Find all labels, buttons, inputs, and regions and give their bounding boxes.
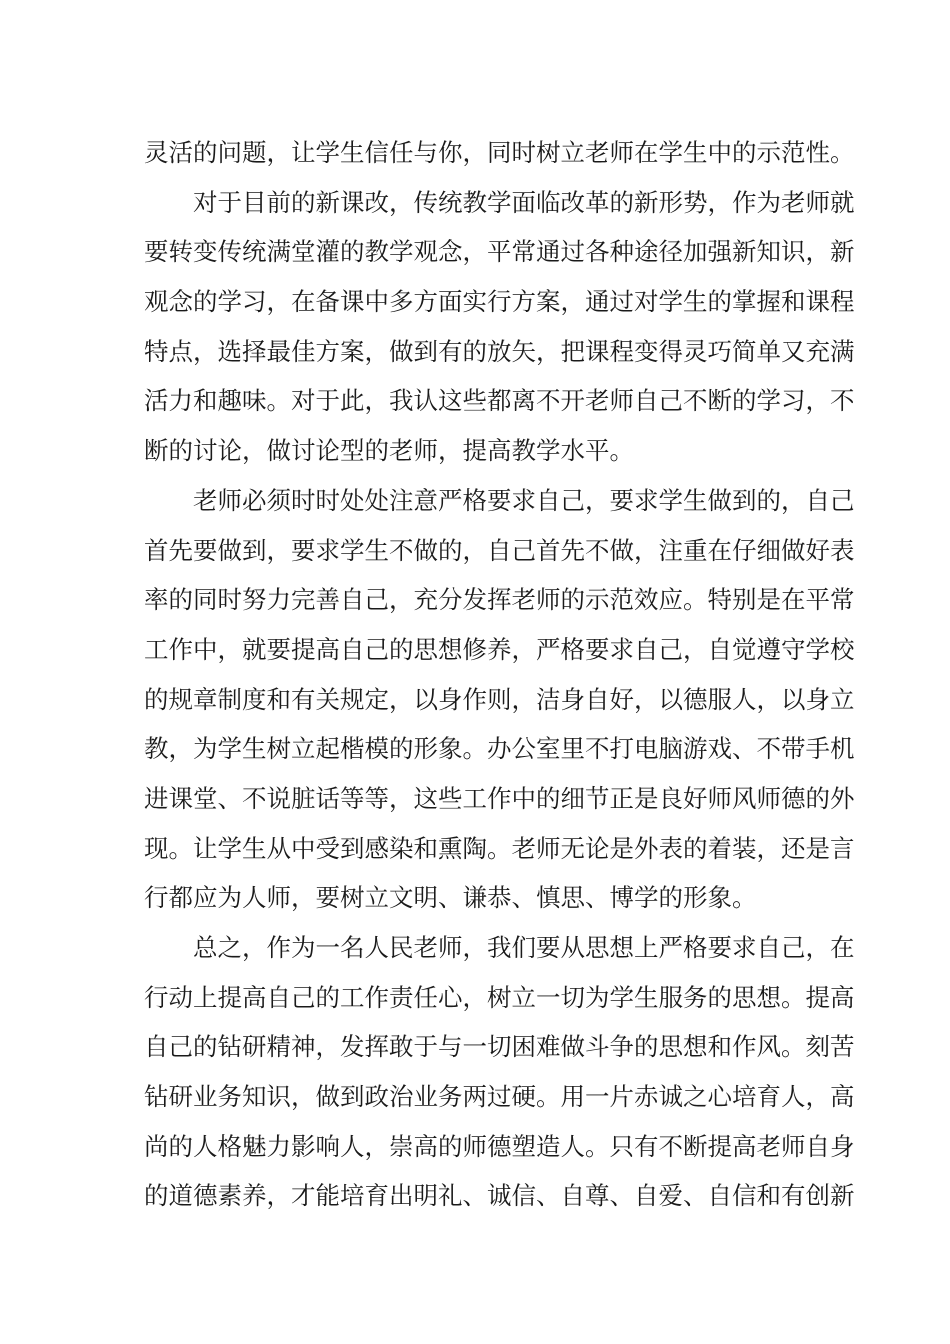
text-line: 尚的人格魅力影响人，崇高的师德塑造人。只有不断提高老师自身 bbox=[144, 1131, 855, 1161]
text-line: 观念的学习，在备课中多方面实行方案，通过对学生的掌握和课程 bbox=[144, 287, 855, 317]
text-line: 教，为学生树立起楷模的形象。办公室里不打电脑游戏、不带手机 bbox=[144, 734, 855, 764]
document-body bbox=[144, 128, 855, 1221]
paragraph-first-line: 总之，作为一名人民老师，我们要从思想上严格要求自己，在 bbox=[193, 933, 855, 962]
text-line: 的规章制度和有关规定，以身作则，洁身自好，以德服人，以身立 bbox=[144, 684, 855, 714]
paragraph-last-line: 断的讨论，做讨论型的老师，提高教学水平。 bbox=[144, 436, 634, 466]
text-line: 率的同时努力完善自己，充分发挥老师的示范效应。特别是在平常 bbox=[144, 585, 855, 615]
text-line: 行动上提高自己的工作责任心，树立一切为学生服务的思想。提高 bbox=[144, 982, 855, 1012]
text-line: 工作中，就要提高自己的思想修养，严格要求自己，自觉遵守学校 bbox=[144, 634, 855, 664]
text-line: 首先要做到，要求学生不做的，自己首先不做，注重在仔细做好表 bbox=[144, 535, 855, 565]
paragraph-first-line: 老师必须时时处处注意严格要求自己，要求学生做到的，自己 bbox=[193, 485, 855, 515]
text-line: 现。让学生从中受到感染和熏陶。老师无论是外表的着装，还是言 bbox=[144, 833, 855, 863]
text-line: 钻研业务知识，做到政治业务两过硬。用一片赤诚之心培育人，高 bbox=[144, 1082, 855, 1112]
text-line: 的道德素养，才能培育出明礼、诚信、自尊、自爱、自信和有创新 bbox=[144, 1181, 855, 1211]
text-line: 进课堂、不说脏话等等，这些工作中的细节正是良好师风师德的外 bbox=[144, 783, 855, 813]
text-line: 要转变传统满堂灌的教学观念，平常通过各种途径加强新知识，新 bbox=[144, 237, 855, 267]
paragraph-last-line: 行都应为人师，要树立文明、谦恭、慎思、博学的形象。 bbox=[144, 883, 757, 913]
text-line: 活力和趣味。对于此，我认这些都离不开老师自己不断的学习，不 bbox=[144, 386, 855, 416]
text-line: 特点，选择最佳方案，做到有的放矢，把课程变得灵巧简单又充满 bbox=[144, 336, 855, 366]
text-line: 自己的钻研精神，发挥敢于与一切困难做斗争的思想和作风。刻苦 bbox=[144, 1032, 855, 1062]
paragraph-first-line: 对于目前的新课改，传统教学面临改革的新形势，作为老师就 bbox=[193, 187, 855, 217]
text-line: 灵活的问题，让学生信任与你，同时树立老师在学生中的示范性。 bbox=[144, 138, 855, 167]
